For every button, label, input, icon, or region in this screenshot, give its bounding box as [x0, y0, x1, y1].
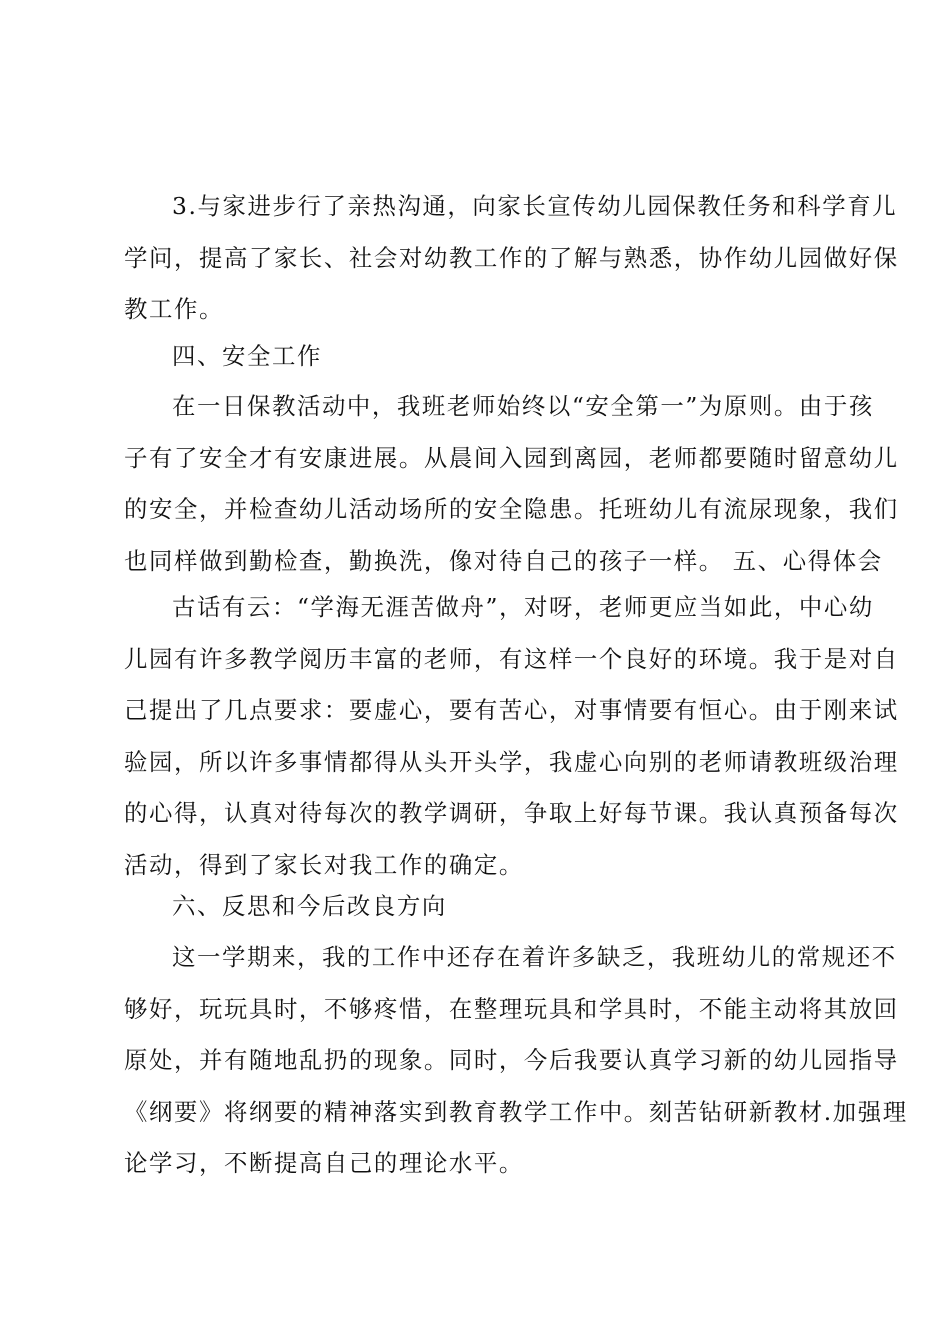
text-line: 古话有云：“学海无涯苦做舟”，对呀，老师更应当如此，中心幼: [172, 593, 874, 621]
heading-text: 六、反思和今后改良方向: [172, 892, 447, 920]
text-line: 儿园有许多教学阅历丰富的老师，有这样一个良好的环境。我于是对自: [124, 644, 899, 673]
text-line: 己提出了几点要求：要虚心，要有苦心，对事情要有恒心。由于刚来试: [124, 696, 899, 725]
text-line: 原处，并有随地乱扔的现象。同时，今后我要认真学习新的幼儿园指导: [124, 1046, 899, 1075]
text-line: 学问，提高了家长、社会对幼教工作的了解与熟悉，协作幼儿园做好保: [124, 243, 899, 272]
text-line: 也同样做到勤检查，勤换洗，像对待自己的孩子一样。 五、心得体会: [124, 546, 883, 575]
text-line: 论学习，不断提高自己的理论水平。: [124, 1149, 524, 1178]
text-line: 这一学期来，我的工作中还存在着许多缺乏，我班幼儿的常规还不: [172, 943, 897, 971]
text-line: 3.与家进步行了亲热沟通，向家长宣传幼儿园保教任务和科学育儿: [172, 192, 898, 220]
text-line: 活动，得到了家长对我工作的确定。: [124, 850, 524, 879]
paragraph-safety: [0, 381, 899, 587]
text-line: 教工作。: [124, 295, 224, 324]
paragraph-experience: [0, 582, 899, 892]
text-line: 的心得，认真对待每次的教学调研，争取上好每节课。我认真预备每次: [124, 799, 899, 828]
paragraph-reflection: [0, 932, 908, 1190]
text-line: 的安全，并检查幼儿活动场所的安全隐患。托班幼儿有流尿现象，我们: [124, 495, 899, 524]
text-line: 在一日保教活动中，我班老师始终以“安全第一”为原则。由于孩: [172, 392, 874, 420]
text-line: 《纲要》将纲要的精神落实到教育教学工作中。刻苦钻研新教材.加强理: [124, 1097, 908, 1126]
text-line: 子有了安全才有安康进展。从晨间入园到离园，老师都要随时留意幼儿: [124, 443, 899, 472]
paragraph-parent-communication: [0, 181, 899, 336]
section-heading-safety: [0, 331, 322, 383]
section-heading-reflection: [0, 881, 447, 933]
text-line: 够好，玩玩具时，不够疼惜，在整理玩具和学具时，不能主动将其放回: [124, 994, 899, 1023]
heading-text: 四、安全工作: [172, 342, 322, 370]
text-line: 验园，所以许多事情都得从头开头学，我虚心向别的老师请教班级治理: [124, 747, 899, 776]
